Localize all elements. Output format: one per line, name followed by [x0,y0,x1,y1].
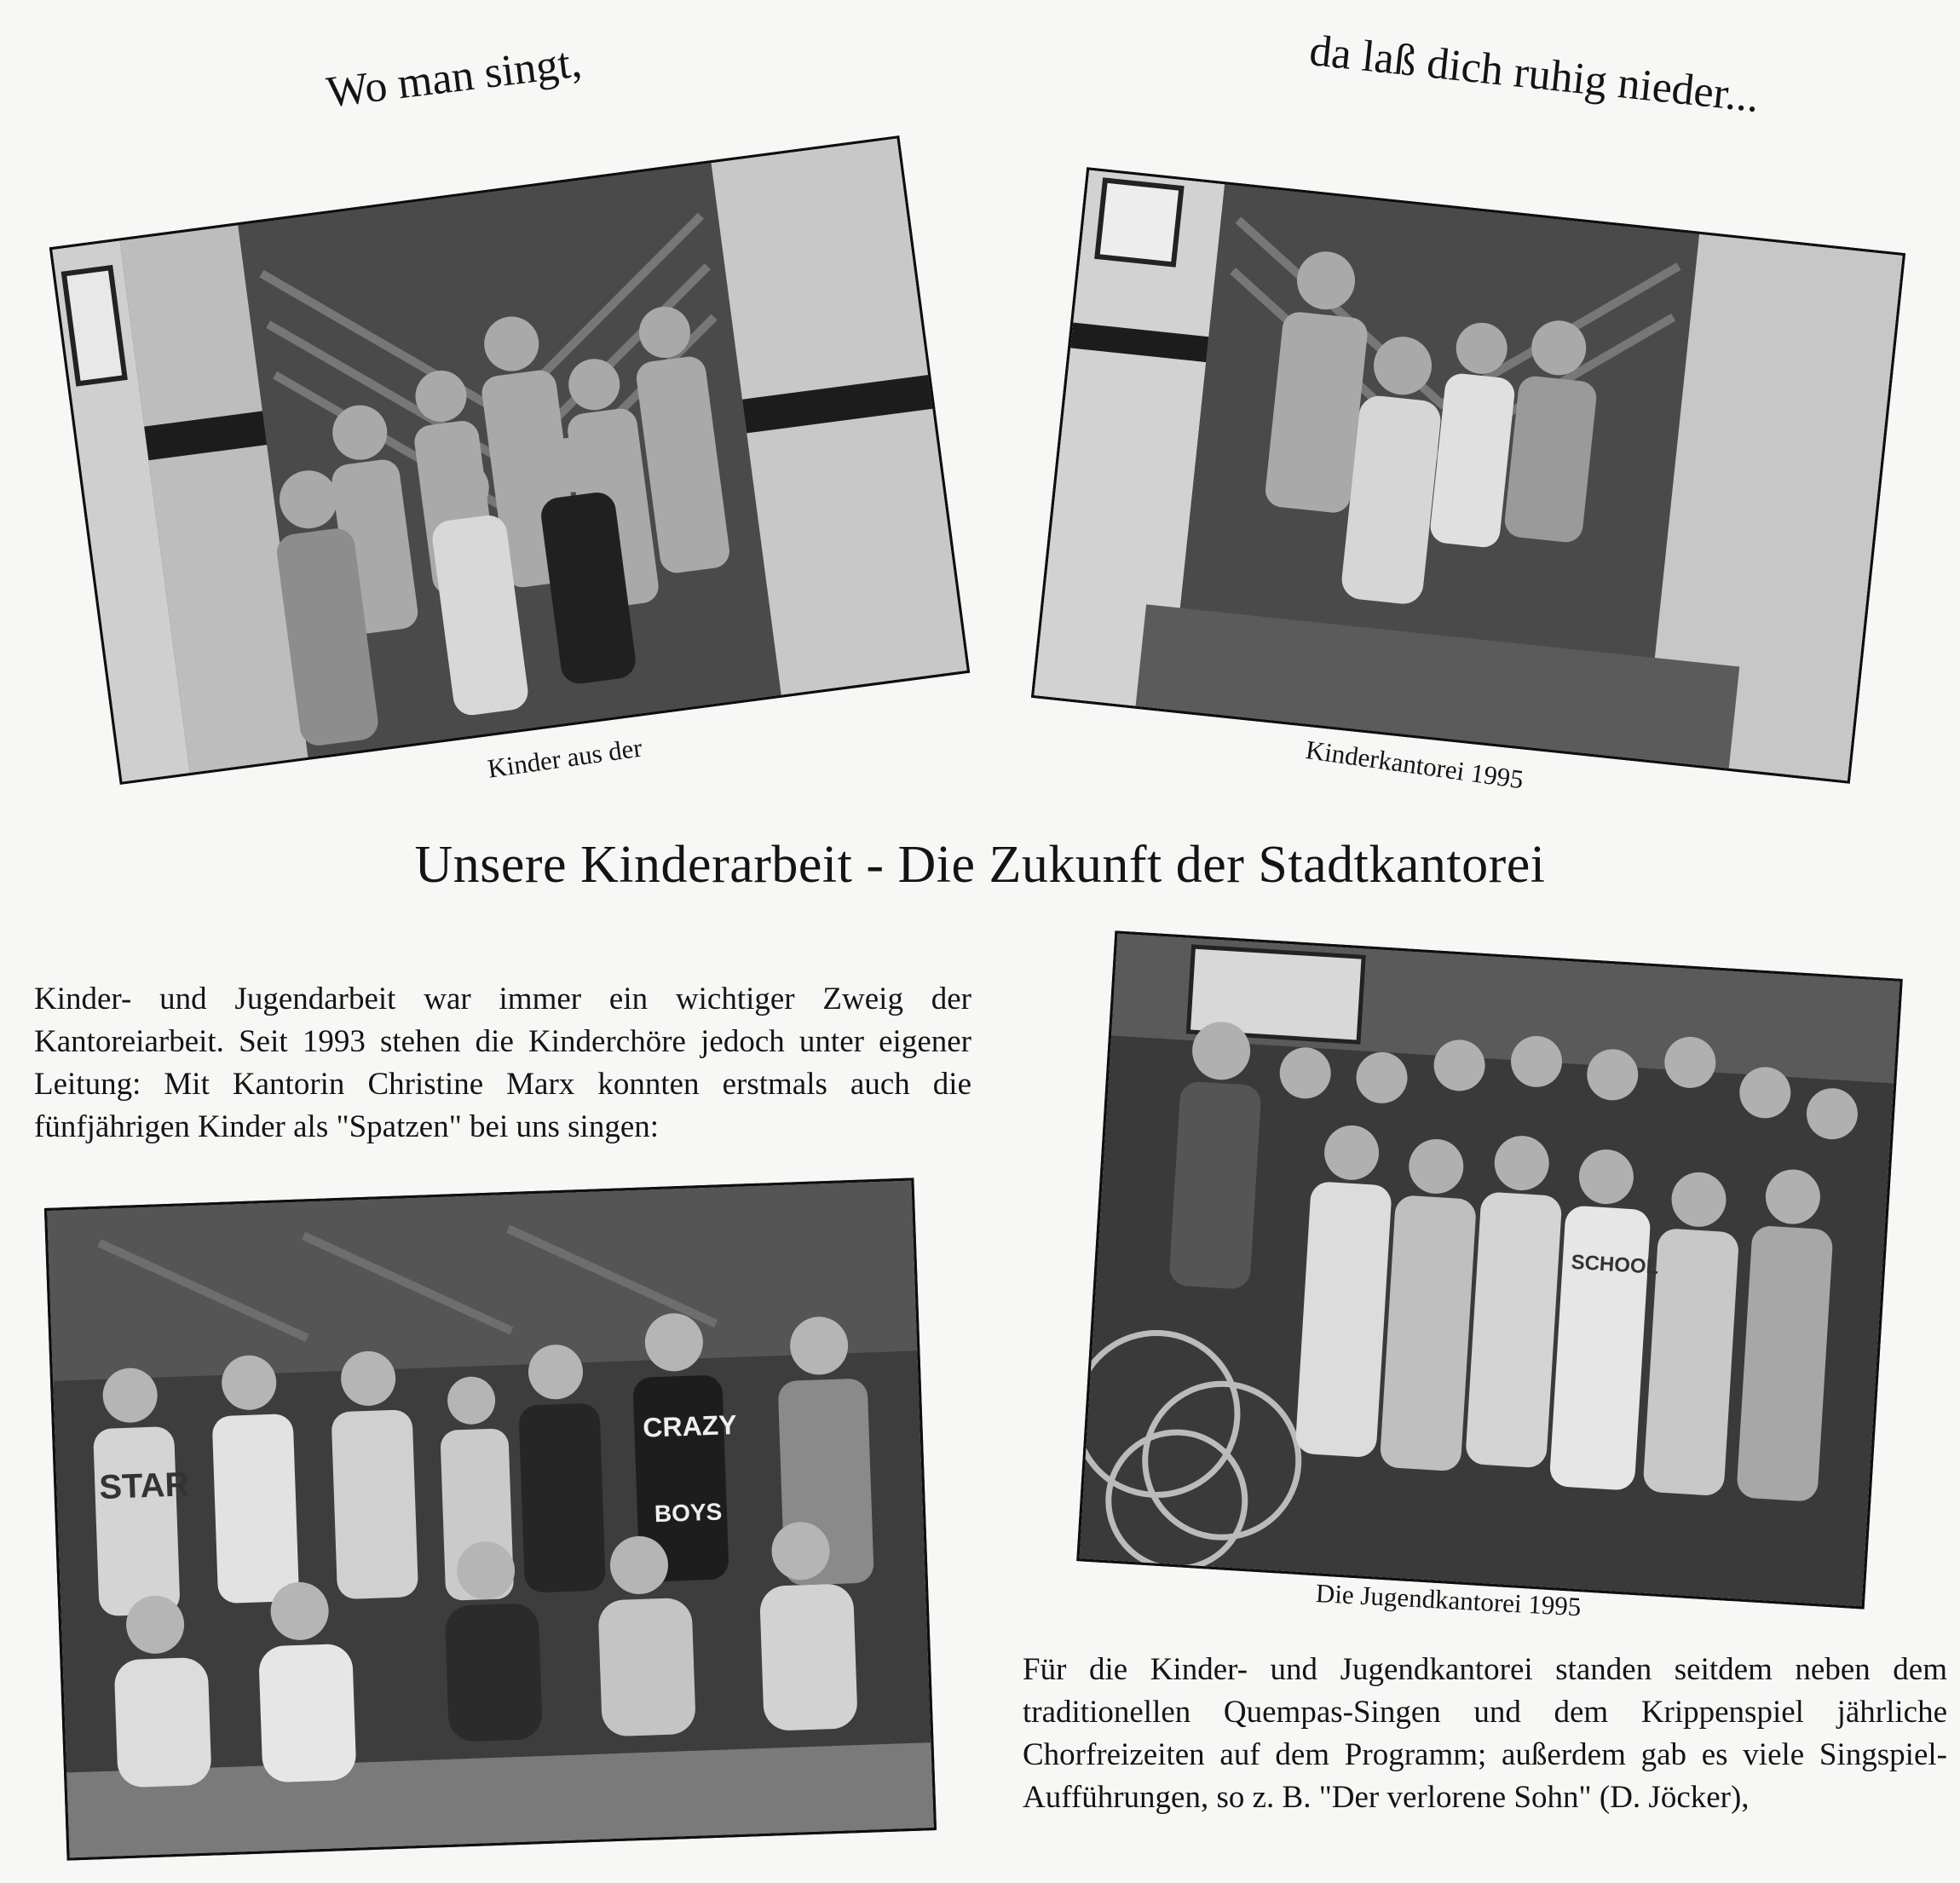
header-phrase-left: Wo man singt, [324,37,585,118]
photo-kinderkantorei [1031,167,1905,784]
caption-photo-children-door: Kinder aus der [486,732,644,784]
shirt-text-crazy: CRAZY [642,1408,738,1443]
shirt-text-school: SCHOOL [1570,1250,1660,1280]
photo-spatzen-group [44,1178,937,1860]
page-heading: Unsere Kinderarbeit - Die Zukunft der Stadtkantorei [414,836,1546,894]
shirt-text-boys: BOYS [654,1498,723,1528]
shirt-text-star: STAR [98,1466,191,1506]
photo-jugendkantorei [1076,930,1903,1609]
header-phrase-right: da laß dich ruhig nieder... [1306,26,1761,123]
paragraph-intro: Kinder- und Jugendarbeit war immer ein wichtiger Zweig der Kantoreiarbeit. Seit 1993 stehen die Kinderchöre jedoch unter eigener Leitung: Mit Kantorin Christine Marx konnten erstmals auch die fünfjährigen Kinder als "Spatzen" bei uns singen: [34,982,971,1144]
caption-photo-kinderkantorei: Kinderkantorei 1995 [1304,734,1525,795]
photo-children-door [49,135,970,785]
caption-photo-jugendkantorei: Die Jugendkantorei 1995 [1315,1578,1582,1622]
paragraph-continuation: Für die Kinder- und Jugendkantorei standen seitdem neben dem traditionellen Quempas-Singen und dem Krippenspiel jährliche Chorfreizeiten auf dem Programm; außerdem gab es viele Singspiel-Aufführungen, so z. B. "Der verlorene Sohn" (D. Jöcker), [1023,1652,1947,1815]
